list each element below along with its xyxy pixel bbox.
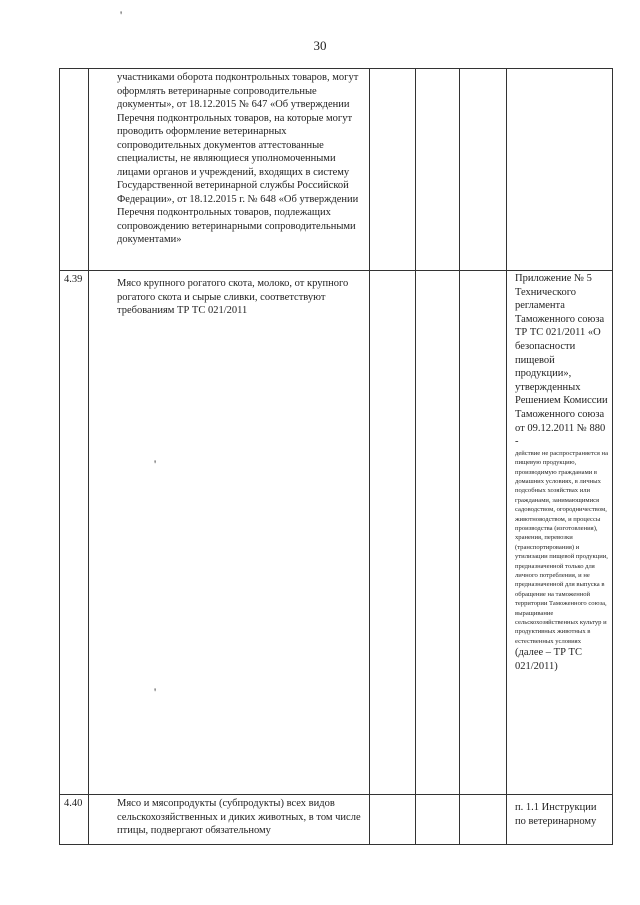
reference-note: действие не распространяется на пищевую продукцию, производимую гражданами в домашних условиях, в личных подсобных хозяйствах или гражданами, занимающимися садоводством, огородничеством, животноводством, и процессы производства (изготовления), хранения, перевозки (транспортирования) и утилизации пищевой продукции, предназначенной только для личного потребления, и не предназначенной для выпуска в обращение на таможенной территории Таможенного союза, выращивание сельскохозяйственных культур и продуктивных животных в естественных условиях [515,449,609,645]
reference-cell [507,69,613,271]
row-number-cell [60,69,89,271]
page-number: 30 [313,38,327,53]
row-number-cell: 4.40 [60,795,89,845]
empty-cell [460,271,507,795]
description-cell: Мясо крупного рогатого скота, молоко, от крупного рогатого скота и сырые сливки, соответствуют требованиям ТР ТС 021/2011 ' ' [89,271,370,795]
reference-tail: (далее – ТР ТС 021/2011) [515,647,582,672]
side-mark: ' [154,457,157,471]
reference-cell [507,271,613,795]
empty-cell [416,69,460,271]
empty-cell [370,795,416,845]
reference-cell: п. 1.1 Инструкции по ветеринарному [507,795,613,845]
empty-cell [416,795,460,845]
description-cell: участниками оборота подконтрольных товаров, могут оформлять ветеринарные сопроводительные документы», от 18.12.2015 № 647 «Об утверждении Перечня подконтрольных товаров, на которые могут проводить оформление ветеринарных сопроводительных документов аттестованные специалисты, не являющиеся уполномоченными лицами органов и учреждений, входящих в систему Государственной ветеринарной службы Российской Федерации», от 18.12.2015 г. № 648 «Об утверждении Перечня подконтрольных товаров, подлежащих сопровождению ветеринарными сопроводительными документами» [89,69,370,271]
side-mark: ' [154,685,157,699]
regulation-table [59,68,613,845]
reference-main: Приложение № 5 Технического регламента Таможенного союза ТР ТС 021/2011 «О безопасности пищевой продукции», утвержденных Решением Комиссии Таможенного союза от 09.12.2011 № 880 - [515,273,608,448]
empty-cell [416,271,460,795]
table-row [60,271,613,795]
table-row [60,69,613,271]
table-row [60,795,613,845]
top-mark: ' [120,8,123,22]
empty-cell [460,69,507,271]
row-number-cell: 4.39 [60,271,89,795]
description-cell: Мясо и мясопродукты (субпродукты) всех видов сельскохозяйственных и диких животных, в том числе птицы, подвергают обязательному [89,795,370,845]
empty-cell [460,795,507,845]
empty-cell [370,69,416,271]
empty-cell [370,271,416,795]
